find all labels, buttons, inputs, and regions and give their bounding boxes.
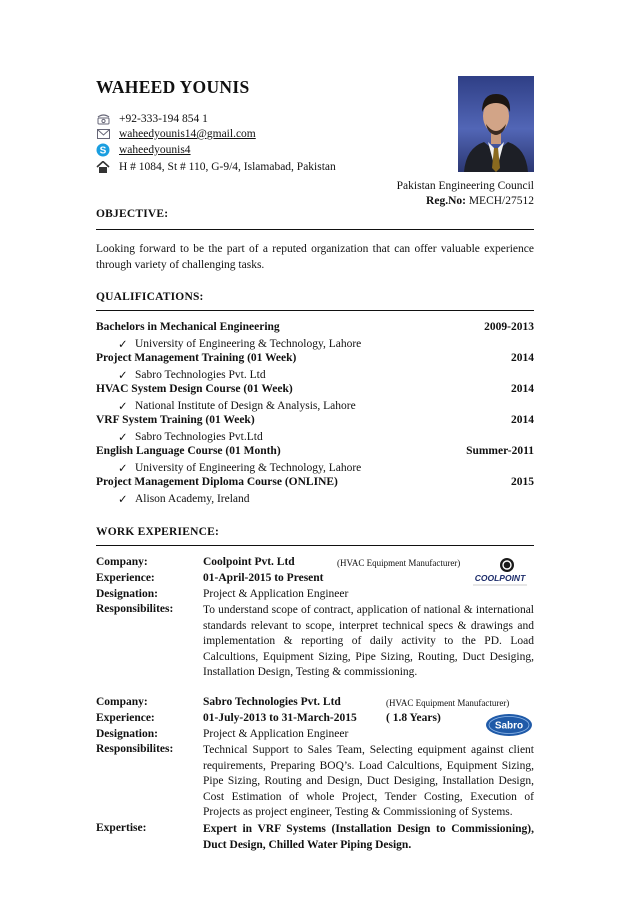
qualification-institute-row: [118, 367, 266, 382]
email-row: [96, 126, 256, 142]
qualification-institute: National Institute of Design & Analysis, Lahore: [135, 399, 356, 412]
experience-label: Experience:: [96, 572, 155, 584]
qualification-title: Bachelors in Mechanical Engineering: [96, 321, 280, 333]
svg-text:S: S: [99, 145, 107, 157]
company-label: Company:: [96, 696, 148, 708]
divider: [96, 310, 534, 311]
experience-label: Experience:: [96, 712, 155, 724]
email-link[interactable]: waheedyounis14@gmail.com: [119, 128, 256, 140]
qualification-institute-row: [118, 398, 356, 413]
expertise-text: Expert in VRF Systems (Installation Design to Commissioning), Duct Design, Chilled Water Piping Design.: [203, 823, 534, 851]
designation-label: Designation:: [96, 588, 158, 600]
reg-value: MECH/27512: [468, 195, 534, 207]
expertise-label: Expertise:: [96, 822, 147, 834]
qualification-date: 2014: [511, 383, 534, 395]
qualification-title: Project Management Diploma Course (ONLINE): [96, 476, 338, 488]
skype-link[interactable]: waheedyounis4: [119, 144, 191, 156]
qualification-institute: Sabro Technologies Pvt. Ltd: [135, 368, 266, 381]
svg-text:COOLPOINT: COOLPOINT: [474, 573, 526, 583]
company-note: (HVAC Equipment Manufacturer): [386, 698, 510, 708]
designation-value: Project & Application Engineer: [203, 728, 349, 740]
responsibilities-label: Responsibilites:: [96, 603, 174, 615]
qualification-institute: University of Engineering & Technology, Lahore: [135, 337, 362, 350]
qualification-institute: Alison Academy, Ireland: [135, 492, 250, 505]
qualification-date: 2015: [511, 476, 534, 488]
qualification-institute: University of Engineering & Technology, Lahore: [135, 461, 362, 474]
qualification-title: VRF System Training (01 Week): [96, 414, 255, 426]
mail-icon: [96, 127, 110, 141]
qualification-institute: Sabro Technologies Pvt.Ltd: [135, 430, 263, 443]
qualifications-title: QUALIFICATIONS:: [96, 291, 204, 303]
objective-text: Looking forward to be the part of a reputed organization that can offer valuable experience through variety of challenging tasks.: [96, 243, 534, 271]
qualification-item: [96, 321, 534, 336]
qualification-institute-row: [118, 491, 250, 506]
qualification-title: Project Management Training (01 Week): [96, 352, 297, 364]
responsibilities-label: Responsibilites:: [96, 743, 174, 755]
experience-period: 01-April-2015 to Present: [203, 572, 324, 584]
work-experience-title: WORK EXPERIENCE:: [96, 526, 220, 538]
responsibilities-text: Technical Support to Sales Team, Selecting equipment against client requirements, Preparing BOQ’s. Load Calcultions, Equipment Sizing, Pipe Sizing, Routing and Design, Duct Desiging, Installation Design, Cost Estimation of whole Project, Tender Costing, Execution of Projects as project engineer, Testing & Commissioning of Systems.: [203, 744, 534, 819]
checkmark-icon: ✓: [118, 400, 128, 413]
qualification-institute-row: [118, 336, 361, 351]
svg-text:Sabro: Sabro: [494, 720, 524, 732]
phone-row: [96, 111, 208, 127]
checkmark-icon: ✓: [118, 369, 128, 382]
coolpoint-logo: [467, 556, 533, 590]
qualification-title: HVAC System Design Course (01 Week): [96, 383, 293, 395]
checkmark-icon: ✓: [118, 431, 128, 444]
council-block: [397, 179, 534, 209]
qualification-institute-row: [118, 460, 361, 475]
phone-icon: [96, 112, 110, 126]
objective-title: OBJECTIVE:: [96, 208, 169, 220]
registration: [397, 194, 534, 209]
qualification-item: [96, 476, 534, 491]
qualification-title: English Language Course (01 Month): [96, 445, 281, 457]
experience-duration: ( 1.8 Years): [386, 712, 441, 724]
divider: [96, 229, 534, 230]
checkmark-icon: ✓: [118, 493, 128, 506]
checkmark-icon: ✓: [118, 338, 128, 351]
qualification-item: [96, 414, 534, 429]
company-note: (HVAC Equipment Manufacturer): [337, 558, 461, 568]
home-icon: [96, 160, 110, 174]
qualification-item: [96, 383, 534, 398]
sabro-logo: [485, 713, 533, 737]
qualification-date: 2014: [511, 414, 534, 426]
checkmark-icon: ✓: [118, 462, 128, 475]
designation-label: Designation:: [96, 728, 158, 740]
company-name: Sabro Technologies Pvt. Ltd: [203, 696, 341, 708]
skype-icon: [96, 143, 110, 157]
profile-photo: [458, 76, 534, 172]
divider: [96, 545, 534, 546]
qualification-item: [96, 352, 534, 367]
reg-label: Reg.No:: [426, 195, 466, 207]
experience-period: 01-July-2013 to 31-March-2015: [203, 712, 357, 724]
skype-row: [96, 142, 191, 158]
qualification-item: [96, 445, 534, 460]
company-label: Company:: [96, 556, 148, 568]
qualification-date: 2014: [511, 352, 534, 364]
qualification-date: Summer-2011: [466, 445, 534, 457]
qualification-institute-row: [118, 429, 263, 444]
council-name: Pakistan Engineering Council: [396, 180, 534, 192]
responsibilities-text: To understand scope of contract, application of national & international standards relevant to scope, interpret technical specs & drawings and implementation & reporting of daily activity to the PD. Load Calcultions, Equipment Sizing, Pipe Sizing, Routing, Duct Desiging, Installation Design, Testing & commissioning.: [203, 604, 534, 679]
address-text: H # 1084, St # 110, G-9/4, Islamabad, Pakistan: [119, 161, 336, 173]
candidate-name: WAHEED YOUNIS: [96, 77, 250, 97]
company-name: Coolpoint Pvt. Ltd: [203, 556, 295, 568]
phone-number: +92-333-194 854 1: [119, 113, 208, 125]
address-row: [96, 159, 336, 175]
qualification-date: 2009-2013: [484, 321, 534, 333]
designation-value: Project & Application Engineer: [203, 588, 349, 600]
